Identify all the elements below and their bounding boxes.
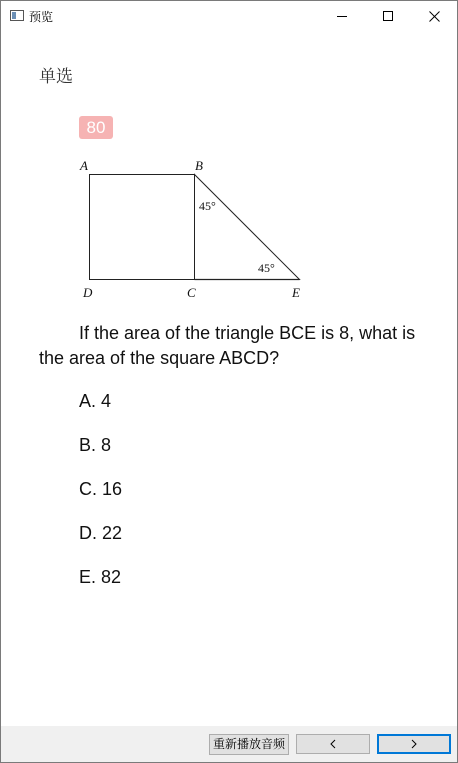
minimize-icon (337, 11, 348, 22)
point-label-e: E (292, 285, 300, 300)
point-label-d: D (83, 285, 93, 300)
score-badge: 80 (79, 116, 113, 139)
choice-b[interactable]: B. 8 (79, 435, 112, 455)
angle-label-e: 45° (258, 261, 275, 275)
previous-button[interactable] (296, 734, 370, 754)
square-abcd (90, 175, 195, 280)
point-label-a: A (80, 158, 88, 173)
chevron-right-icon (410, 739, 418, 749)
geometry-figure (77, 155, 309, 303)
maximize-icon (383, 11, 394, 22)
replay-audio-button[interactable]: 重新播放音频 (209, 734, 289, 755)
point-label-c: C (187, 285, 196, 300)
angle-label-b: 45° (199, 199, 216, 213)
point-label-b: B (195, 158, 203, 173)
title-bar (1, 1, 457, 31)
triangle-bce (195, 175, 300, 280)
choice-a[interactable]: A. 4 (79, 391, 112, 411)
close-icon (429, 11, 440, 22)
choice-e[interactable]: E. 82 (79, 567, 122, 587)
question-type-label: 单选 (39, 67, 73, 87)
bottom-toolbar (1, 726, 457, 762)
choice-c[interactable]: C. 16 (79, 479, 123, 499)
window-title: 预览 (29, 10, 54, 24)
app-icon (10, 10, 24, 21)
choice-d[interactable]: D. 22 (79, 523, 123, 543)
chevron-left-icon (329, 739, 337, 749)
question-content (1, 31, 457, 726)
question-text: If the area of the triangle BCE is 8, what is the area of the square ABCD? (39, 323, 416, 368)
maximize-button[interactable] (365, 1, 411, 31)
next-button[interactable] (377, 734, 451, 754)
close-button[interactable] (411, 1, 457, 31)
minimize-button[interactable] (319, 1, 365, 31)
